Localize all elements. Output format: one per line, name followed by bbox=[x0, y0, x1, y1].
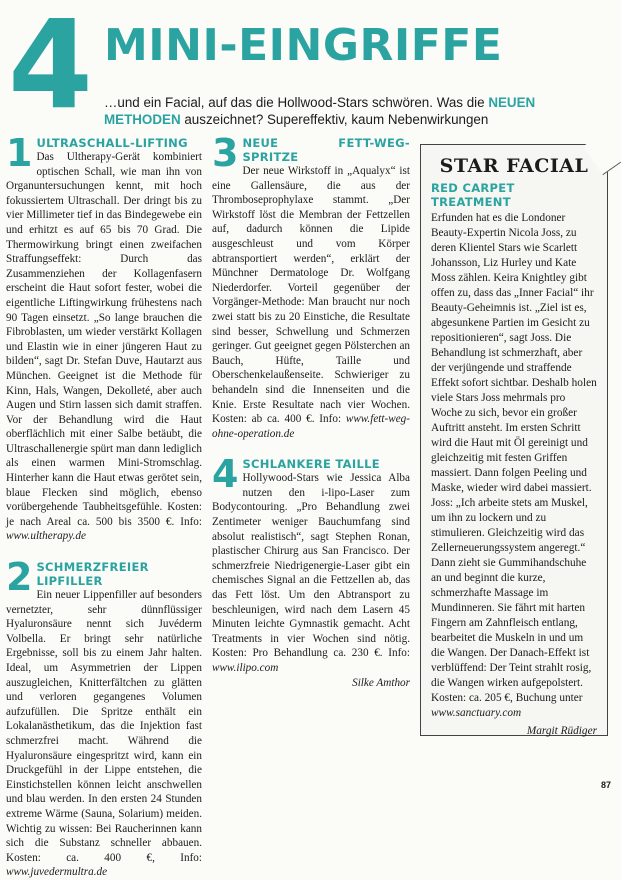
section-ultraschall-lifting bbox=[6, 131, 202, 544]
section-title: SCHMERZFREIER LIPFILLER bbox=[36, 560, 149, 589]
section-body bbox=[6, 150, 202, 544]
subheadline-rest: auszeichnet? Supereffektiv, kaum Nebenwirkungen bbox=[184, 112, 489, 127]
subheadline bbox=[104, 94, 604, 128]
headline-number: 4 bbox=[8, 0, 93, 136]
column-middle bbox=[212, 131, 410, 690]
section-author: Silke Amthor bbox=[352, 676, 410, 689]
section-number: 4 bbox=[212, 452, 239, 497]
section-link[interactable]: www.juvedermultra.de bbox=[6, 866, 108, 879]
section-body bbox=[212, 471, 410, 675]
section-text: Das Ultherapy-Gerät kombiniert optischen Schall, wie man ihn von Organuntersuchungen kennt, mit hoch fokussiertem Ultraschall. Der dringt bis zu vier Millimeter tief in das Bindegewebe ein und erhitzt es auf 65 bis 70 Grad. Die Thermowirkung bringt einen zweifachen Straffungseffekt: Durch das Zusammenziehen der Kollagenfasern erscheint die Haut sofort fester, wobei die eigentliche Liftingwirkung frühestens nach 90 Tagen einsetzt. „So lange brauchen die Fibroblasten, um wieder verstärkt Kollagen und Elastin wie in einer jüngeren Haut zu bilden“, sagt Dr. Stefan Duve, Hautarzt aus München. Geeignet ist die Methode für Kinn, Hals, Wangen, Dekolleté, aber auch Augen und Stirn lassen sich damit straffen. Vor der Behandlung wird die Haut oberflächlich mit einer Salbe betäubt, die Ultraschallenergie spürt man dann lediglich als einen warmen Mini-Stromschlag. Hinterher kann die Haut etwas gerötet sein, blaue Flecken sind möglich, ebenso vorübergehende Taubheitsgefühle. Kosten: je nach Areal ca. 500 bis 3500 €. Info: bbox=[6, 151, 202, 528]
section-link[interactable]: www.ultherapy.de bbox=[6, 530, 86, 543]
section-text: Der neue Wirkstoff in „Aqualyx“ ist eine Gallensäure, die aus der Thromboseprophylaxe stammt. „Der Wirkstoff löst die Membran der Fettzellen auf, dadurch können die Lipide ausgeschleust und vom Körper abtransportiert werden“, erklärt der Münchner Dermatologe Dr. Wolfgang Niederdorfer. Vorteil gegenüber der Vorgänger-Methode: Man braucht nur noch zwei statt bis zu 20 Einstiche, die Resultate sind besser, Schwellung und Schmerzen geringer. Gut geeignet gegen Pölsterchen an Bauch, Hüfte, Taille und Oberschenkelaußenseite. Schwieriger zu behandeln sind die Innenseiten und die Knie. Erste Resultate nach vier Wochen. Kosten: ab ca. 400 €. Info: bbox=[212, 165, 410, 426]
section-link[interactable]: www.ilipo.com bbox=[212, 662, 279, 674]
section-fett-weg-spritze bbox=[212, 131, 410, 441]
box-author: Margit Rüdiger bbox=[526, 725, 597, 737]
section-number: 2 bbox=[6, 555, 33, 600]
page-number: 87 bbox=[600, 780, 611, 790]
box-title: STAR FACIAL bbox=[439, 155, 589, 177]
subheadline-intro: …und ein Facial, auf das die Hollwood-Stars schwören. Was die bbox=[104, 95, 485, 110]
section-number: 1 bbox=[6, 131, 33, 175]
section-body bbox=[6, 588, 202, 880]
box-subtitle: RED CARPET TREATMENT bbox=[431, 181, 515, 209]
headline: MINI-EINGRIFFE bbox=[104, 20, 503, 71]
section-title: NEUE FETT-WEG-SPRITZE bbox=[242, 136, 410, 164]
box-link[interactable]: www.sanctuary.com bbox=[431, 707, 522, 719]
section-schlankere-taille bbox=[212, 452, 410, 690]
box-body bbox=[431, 211, 597, 721]
subheadline-highlight: NEUEN METHODEN bbox=[104, 95, 536, 127]
section-text: Ein neuer Lippenfiller auf besonders vernetzter, sehr dünnflüssiger Hyaluronsäure nennt sich Juvéderm Volbella. Er bringt sehr natürliche Ergebnisse, soll bis zu einem Jahr halten. Ideal, um Asymmetrien der Lippen auszugleichen, Knitterfältchen zu glätten und verloren gegangenes Volumen aufzufüllen. Die Spritze enthält ein Lokalanästhetikum, das die Injektion fast schmerzfrei macht. Während die Hyaluronsäure eingespritzt wird, kann ein Druckgefühl in der Lippe entstehen, die Einstichstellen können leicht anschwellen und blau werden. In den ersten 24 Stunden extreme Wärme (Sauna, Solarium) meiden. Wichtig zu wissen: Bei Raucherinnen kann sich die Substanz schneller abbauen. Kosten: ca. 400 €, Info: bbox=[6, 589, 202, 864]
section-link[interactable]: www.fett-weg-ohne-operation.de bbox=[212, 413, 410, 440]
column-left bbox=[6, 131, 202, 880]
star-facial-box bbox=[420, 144, 608, 736]
section-body bbox=[212, 164, 410, 441]
section-title: SCHLANKERE TAILLE bbox=[242, 457, 380, 472]
section-title: ULTRASCHALL-LIFTING bbox=[36, 136, 188, 150]
section-number: 3 bbox=[212, 131, 239, 175]
box-text: Erfunden hat es die Londoner Beauty-Expertin Nicola Joss, zu deren Klientel Stars wie Scarlett Johansson, Liz Hurley und Kate Moss zählen. Keira Knightley gibt offen zu, dass das „Inner Facial“ ihr Beauty-Geheimnis ist. „Ziel ist es, abgesunkene Partien im Gesicht zu repositionieren“, sagt Joss. Die Behandlung ist schmerzhaft, aber der verjüngende und straffende Effekt sofort sichtbar. Deshalb holen viele Stars Joss mehrmals pro Woche zu sich, bevor ein großer Auftritt ansteht. Im ersten Schritt wird die Haut mit Öl gereinigt und gleichzeitig mit festen Griffen massiert. Dann folgen Peeling und Maske, wieder wird dabei massiert. Joss: „Ich arbeite stets am Muskel, um ihn zu lockern und zu stimulieren. Gleichzeitig wird das Zellerneuerungssystem angeregt.“ Dann zieht sie Gummihandschuhe an und beginnt die kurze, schmerzhafte Massage im Mundinneren. Sie fährt mit harten Fingern am Zahnfleisch entlang, bearbeitet die Muskeln in und um die Wangen. Der Danach-Effekt ist verblüffend: Der Teint strahlt rosig, die Wangen wirken aufgepolstert. Kosten: ca. 205 €, Buchung unter bbox=[431, 212, 597, 704]
section-lipfiller bbox=[6, 555, 202, 880]
section-text: Hollywood-Stars wie Jessica Alba nutzen den i-lipo-Laser zum Bodycontouring. „Pro Behandlung zwei Zentimeter weniger Bauchumfang sind absolut realistisch“, sagt Stephen Ronan, plastischer Chirurg aus San Francisco. Der schmerzfreie Niedrigenergie-Laser gibt ein chemisches Signal an die Fettzellen ab, das das Fett löst. Um den Abtransport zu beschleunigen, wird nach dem Lasern 45 Minuten leichte Gymnastik gemacht. Acht Treatments in vier Wochen sind nötig. Kosten: Pro Behandlung ca. 230 €. Info: bbox=[212, 472, 410, 660]
